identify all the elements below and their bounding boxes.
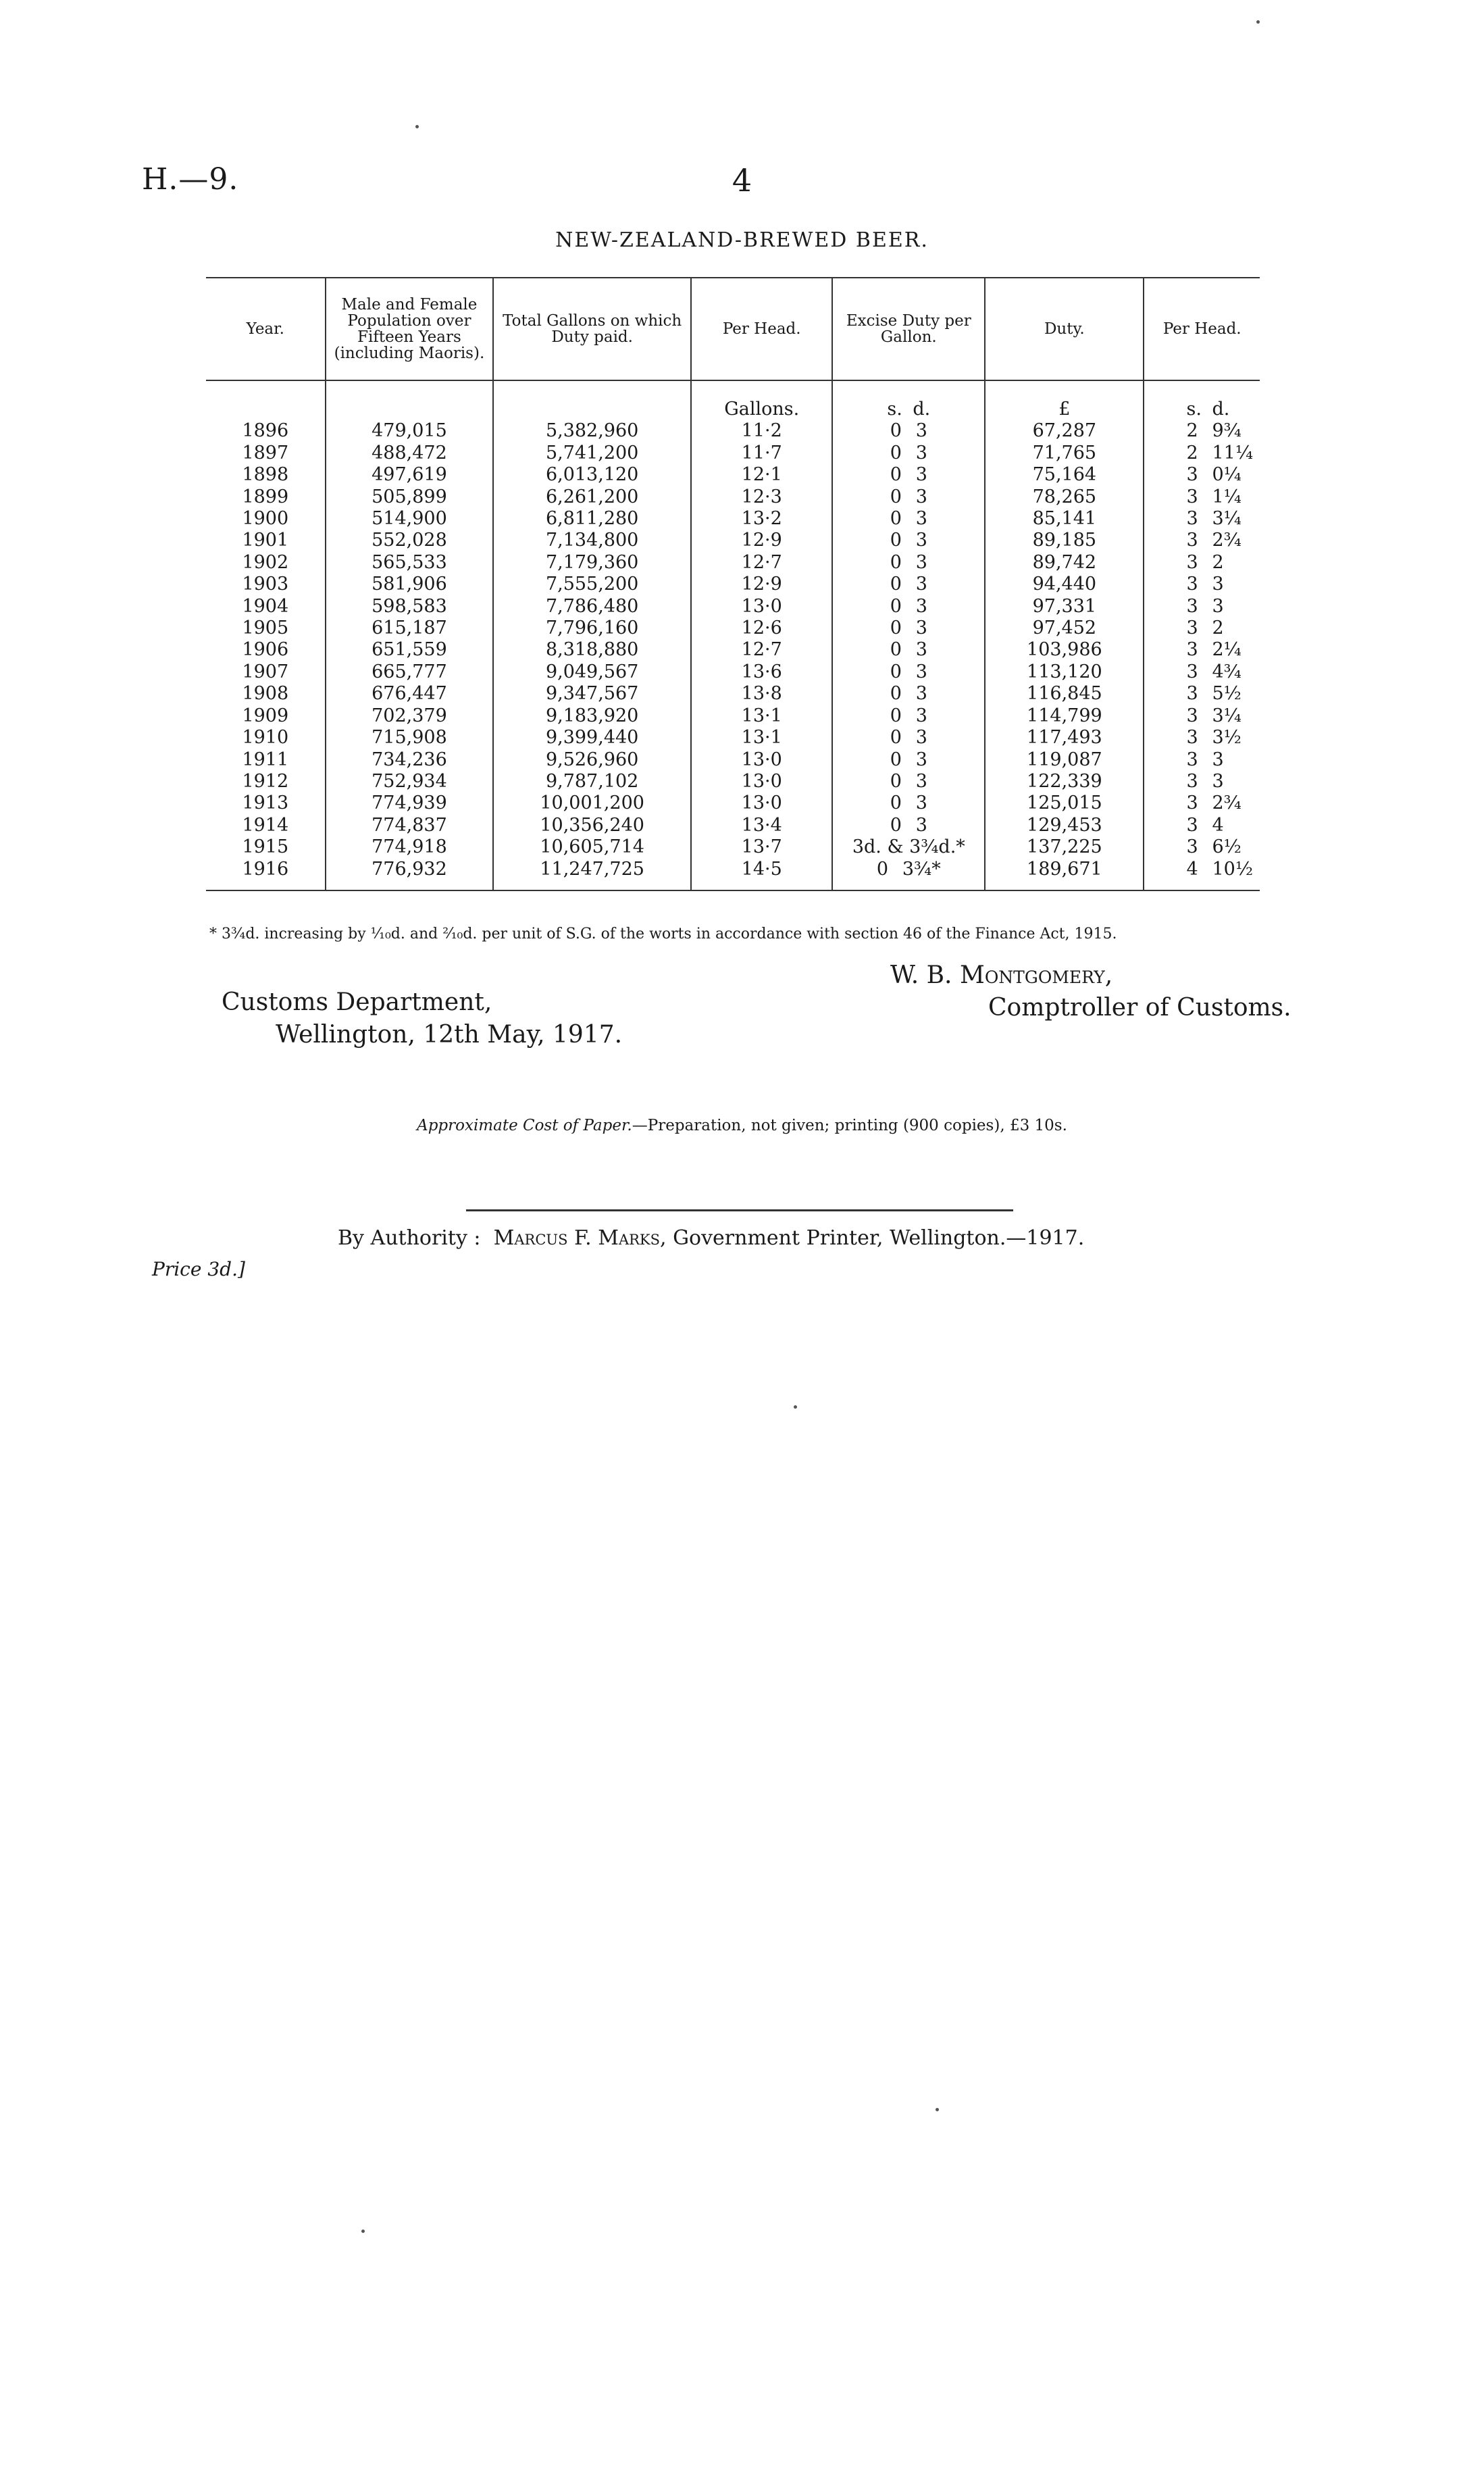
cell-excise-duty: 0 3 [832,705,985,727]
table-row [206,596,1260,618]
cell-duty-per-head: 3 3 [1144,596,1260,618]
cell-duty-per-head: 3 6½ [1144,836,1260,858]
cell-excise-duty: 0 3 [832,574,985,595]
cell-total-gallons: 10,605,714 [493,836,691,858]
cell-population: 715,908 [326,727,494,749]
cell-excise-duty: 0 3 [832,552,985,574]
cell-excise-duty: 0 3 [832,486,985,508]
table-row [206,530,1260,551]
cell-duty: 114,799 [985,705,1144,727]
cell-total-gallons: 6,811,280 [493,508,691,530]
cell-excise-duty: 0 3 [832,683,985,705]
cell-duty-per-head: 2 9¾ [1144,420,1260,442]
cell-year: 1916 [242,858,289,880]
beer-statistics-table [206,277,1260,891]
cell-excise-duty: 0 3 [832,508,985,530]
cell-excise-duty: 0 3 [832,618,985,639]
cell-total-gallons: 9,049,567 [493,661,691,683]
cell-total-gallons: 7,796,160 [493,618,691,639]
cell-population: 615,187 [326,618,494,639]
cell-total-gallons: 10,356,240 [493,815,691,836]
unit-pounds: £ [985,380,1144,420]
cell-total-gallons: 10,001,200 [493,792,691,814]
page-number: 4 [732,162,752,199]
cell-year: 1913 [242,792,289,814]
cell-year: 1897 [242,442,289,463]
cell-duty-per-head: 3 3 [1144,574,1260,595]
cell-year: 1912 [242,770,289,792]
table-row [206,486,1260,508]
cell-gallons-per-head: 13·1 [691,727,832,749]
cell-total-gallons: 9,399,440 [493,727,691,749]
cell-duty: 137,225 [985,836,1144,858]
cell-duty-per-head: 3 2¾ [1144,792,1260,814]
table-row [206,661,1260,683]
cell-year: 1902 [242,551,289,573]
cell-population: 479,015 [326,420,494,442]
footnote: * 3¾d. increasing by ¹⁄₁₀d. and ²⁄₁₀d. per unit of S.G. of the worts in accordance with section 46 of the Finance Act, 1915. [209,926,1117,942]
cell-gallons-per-head: 12·7 [691,552,832,574]
cell-duty: 85,141 [985,508,1144,530]
column-header-population: Male and Female Population over Fifteen Years (including Maoris). [326,278,494,380]
cell-population: 665,777 [326,661,494,683]
table-row [206,859,1260,890]
cell-gallons-per-head: 12·6 [691,618,832,639]
cell-population: 598,583 [326,596,494,618]
table-header-row [206,278,1260,380]
cell-excise-duty: 0 3 [832,771,985,792]
cell-excise-duty: 0 3 [832,792,985,814]
cell-duty-per-head: 3 5½ [1144,683,1260,705]
table-row [206,420,1260,442]
cell-population: 752,934 [326,771,494,792]
department-place-date: Wellington, 12th May, 1917. [276,1021,623,1049]
cell-population: 581,906 [326,574,494,595]
column-header-duty-per-head: Per Head. [1144,278,1260,380]
cell-duty-per-head: 4 10½ [1144,859,1260,890]
cell-duty-per-head: 3 2¾ [1144,530,1260,551]
cell-population: 676,447 [326,683,494,705]
table-row [206,464,1260,486]
signatory-name: W. B. Montgomery, [890,961,1113,989]
cell-year: 1907 [242,661,289,682]
cell-population: 514,900 [326,508,494,530]
cell-excise-duty: 0 3 [832,420,985,442]
cell-year: 1903 [242,574,289,595]
divider-rule [466,1209,1013,1211]
cell-duty: 116,845 [985,683,1144,705]
cell-total-gallons: 5,741,200 [493,443,691,464]
cell-gallons-per-head: 12·7 [691,639,832,661]
cell-gallons-per-head: 12·9 [691,530,832,551]
cell-year: 1910 [242,727,289,749]
cell-duty: 97,452 [985,618,1144,639]
printer-authority: By Authority : Marcus F. Marks, Government Printer, Wellington.—1917. [338,1226,1085,1250]
scan-speck [415,125,419,128]
column-header-excise-duty: Excise Duty per Gallon. [832,278,985,380]
department-name: Customs Department, [222,988,492,1016]
cell-total-gallons: 7,786,480 [493,596,691,618]
cell-duty: 75,164 [985,464,1144,486]
cell-gallons-per-head: 11·2 [691,420,832,442]
cell-excise-duty: 3d. & 3¾d.* [832,836,985,858]
table-row [206,552,1260,574]
cell-population: 776,932 [326,859,494,890]
cell-year: 1911 [242,749,289,770]
scan-speck [1256,20,1260,24]
cell-gallons-per-head: 12·3 [691,486,832,508]
unit-shillings-pence: s. d. [1144,380,1260,420]
printer-name: Marcus F. Marks, [493,1226,667,1250]
scan-speck [936,2108,939,2111]
cell-duty-per-head: 2 11¼ [1144,443,1260,464]
cell-excise-duty: 0 3¾* [832,859,985,890]
cell-year: 1915 [242,836,289,858]
cell-population: 774,837 [326,815,494,836]
cell-population: 774,918 [326,836,494,858]
cell-gallons-per-head: 13·2 [691,508,832,530]
signature-block [890,959,1291,1024]
table-row [206,508,1260,530]
table-row [206,574,1260,595]
cell-total-gallons: 5,382,960 [493,420,691,442]
cell-year: 1914 [242,814,289,836]
cell-duty: 89,185 [985,530,1144,551]
cell-population: 702,379 [326,705,494,727]
cell-gallons-per-head: 13·8 [691,683,832,705]
cost-of-paper-note [0,1117,1484,1134]
cell-excise-duty: 0 3 [832,530,985,551]
cell-duty: 189,671 [985,859,1144,890]
cell-duty: 97,331 [985,596,1144,618]
cell-excise-duty: 0 3 [832,727,985,749]
cell-duty: 122,339 [985,771,1144,792]
cell-duty: 113,120 [985,661,1144,683]
cell-duty: 119,087 [985,749,1144,771]
scan-speck [361,2230,365,2233]
table-row [206,639,1260,661]
cell-duty-per-head: 3 3 [1144,749,1260,771]
column-header-gallons-per-head: Per Head. [691,278,832,380]
cell-duty: 103,986 [985,639,1144,661]
cell-gallons-per-head: 11·7 [691,443,832,464]
cell-total-gallons: 7,179,360 [493,552,691,574]
scan-speck [794,1405,797,1409]
cell-duty-per-head: 3 1¼ [1144,486,1260,508]
cell-gallons-per-head: 13·0 [691,771,832,792]
cell-duty: 78,265 [985,486,1144,508]
cell-gallons-per-head: 13·0 [691,596,832,618]
cell-population: 565,533 [326,552,494,574]
cell-year: 1896 [242,420,289,442]
cell-duty: 117,493 [985,727,1144,749]
cell-total-gallons: 9,526,960 [493,749,691,771]
cell-year: 1904 [242,595,289,617]
cell-duty: 129,453 [985,815,1144,836]
cell-excise-duty: 0 3 [832,749,985,771]
signatory-title: Comptroller of Customs. [988,994,1291,1022]
cell-year: 1900 [242,508,289,530]
cell-year: 1901 [242,530,289,551]
cell-population: 651,559 [326,639,494,661]
cell-year: 1898 [242,464,289,486]
page-title: NEW-ZEALAND-BREWED BEER. [555,228,929,252]
table-row [206,683,1260,705]
column-header-year: Year. [206,278,326,380]
table-row [206,727,1260,749]
table-row [206,618,1260,639]
cell-duty-per-head: 3 2¼ [1144,639,1260,661]
cell-gallons-per-head: 12·1 [691,464,832,486]
cell-total-gallons: 8,318,880 [493,639,691,661]
cell-population: 734,236 [326,749,494,771]
cell-gallons-per-head: 12·9 [691,574,832,595]
cell-duty-per-head: 3 0¼ [1144,464,1260,486]
cell-duty-per-head: 3 3½ [1144,727,1260,749]
table-row [206,771,1260,792]
cell-excise-duty: 0 3 [832,464,985,486]
cell-gallons-per-head: 13·0 [691,749,832,771]
cell-population: 497,619 [326,464,494,486]
cost-label: Approximate Cost of Paper. [417,1117,632,1134]
cell-duty: 89,742 [985,552,1144,574]
cell-duty-per-head: 3 3 [1144,771,1260,792]
cell-duty-per-head: 3 3¼ [1144,508,1260,530]
cell-year: 1905 [242,618,289,639]
cell-year: 1908 [242,683,289,705]
cell-total-gallons: 7,555,200 [493,574,691,595]
table-row [206,749,1260,771]
cell-duty: 67,287 [985,420,1144,442]
cell-gallons-per-head: 13·6 [691,661,832,683]
cell-total-gallons: 11,247,725 [493,859,691,890]
cell-gallons-per-head: 13·1 [691,705,832,727]
cell-duty-per-head: 3 2 [1144,552,1260,574]
cell-total-gallons: 7,134,800 [493,530,691,551]
cell-duty-per-head: 3 4 [1144,815,1260,836]
cell-excise-duty: 0 3 [832,639,985,661]
cell-duty-per-head: 3 2 [1144,618,1260,639]
table-row [206,792,1260,814]
cell-gallons-per-head: 13·0 [691,792,832,814]
department-block [222,986,622,1051]
table-row [206,815,1260,836]
cell-year: 1906 [242,639,289,661]
cell-excise-duty: 0 3 [832,815,985,836]
cell-total-gallons: 9,787,102 [493,771,691,792]
cell-excise-duty: 0 3 [832,596,985,618]
cell-total-gallons: 9,347,567 [493,683,691,705]
cell-gallons-per-head: 13·7 [691,836,832,858]
cell-year: 1909 [242,705,289,726]
column-header-total-gallons: Total Gallons on which Duty paid. [493,278,691,380]
page-code: H.—9. [142,162,239,197]
cell-duty: 71,765 [985,443,1144,464]
unit-excise: s. d. [832,380,985,420]
cell-excise-duty: 0 3 [832,661,985,683]
cell-total-gallons: 6,013,120 [493,464,691,486]
cell-total-gallons: 6,261,200 [493,486,691,508]
table-units-row [206,380,1260,420]
cell-population: 488,472 [326,443,494,464]
cost-text: —Preparation, not given; printing (900 copies), £3 10s. [632,1117,1067,1134]
cell-excise-duty: 0 3 [832,443,985,464]
column-header-duty: Duty. [985,278,1144,380]
table-row [206,836,1260,858]
unit-gallons: Gallons. [691,380,832,420]
cell-duty-per-head: 3 3¼ [1144,705,1260,727]
cell-duty: 94,440 [985,574,1144,595]
cell-population: 552,028 [326,530,494,551]
cell-year: 1899 [242,486,289,507]
table-row [206,705,1260,727]
table-row [206,443,1260,464]
cell-duty-per-head: 3 4¾ [1144,661,1260,683]
cell-population: 774,939 [326,792,494,814]
cell-gallons-per-head: 13·4 [691,815,832,836]
cell-duty: 125,015 [985,792,1144,814]
cell-total-gallons: 9,183,920 [493,705,691,727]
cell-gallons-per-head: 14·5 [691,859,832,890]
price-label: Price 3d.] [152,1258,245,1280]
cell-population: 505,899 [326,486,494,508]
